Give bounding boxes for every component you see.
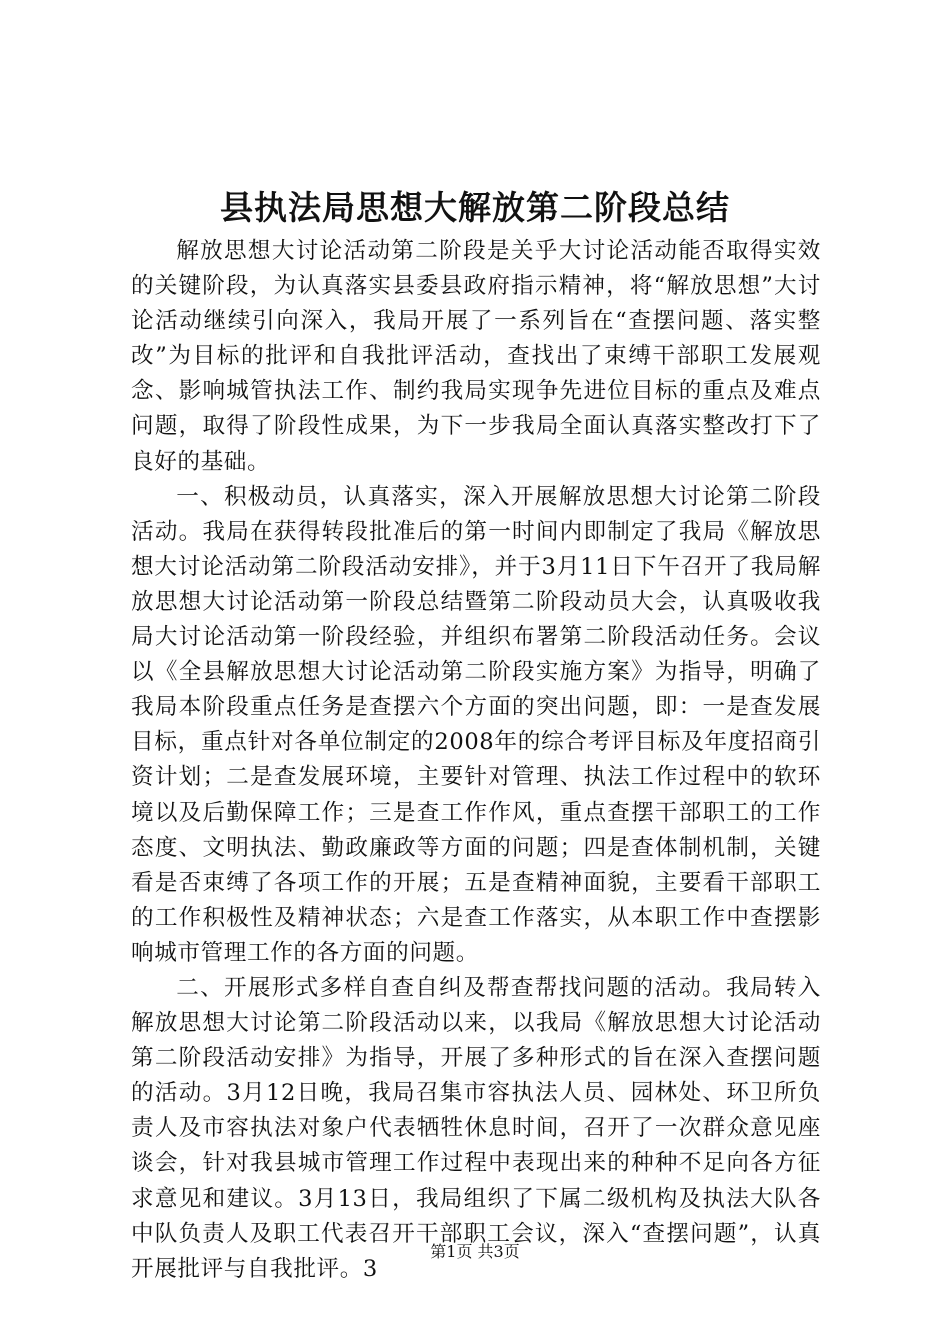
page-footer: 第1页 共3页	[430, 1242, 520, 1261]
document-title: 县执法局思想大解放第二阶段总结	[220, 188, 730, 227]
paragraph-section-two: 二、开展形式多样自查自纠及帮查帮找问题的活动。我局转入解放思想大讨论第二阶段活动以来，以我局《解放思想大讨论活动第二阶段活动安排》为指导，开展了多种形式的旨在深入查摆问题的活动。3月12日晚，我局召集市容执法人员、园林处、环卫所负责人及市容执法对象户代表牺牲休息时间，召开了一次群众意见座谈会，针对我县城市管理工作过程中表现出来的种种不足向各方征求意见和建议。3月13日，我局组织了下属二级机构及执法大队各中队负责人及职工代表召开干部职工会议，深入“查摆问题”，认真开展批评与自我批评。3	[131, 974, 821, 1282]
paragraph-intro: 解放思想大讨论活动第二阶段是关乎大讨论活动能否取得实效的关键阶段，为认真落实县委县政府指示精神，将“解放思想”大讨论活动继续引向深入，我局开展了一系列旨在“查摆问题、落实整改”为目标的批评和自我批评活动，查找出了束缚干部职工发展观念、影响城管执法工作、制约我局实现争先进位目标的重点及难点问题，取得了阶段性成果，为下一步我局全面认真落实整改打下了良好的基础。	[131, 238, 821, 475]
paragraph-section-one: 一、积极动员，认真落实，深入开展解放思想大讨论第二阶段活动。我局在获得转段批准后的第一时间内即制定了我局《解放思想大讨论活动第二阶段活动安排》，并于3月11日下午召开了我局解放思想大讨论活动第一阶段总结暨第二阶段动员大会，认真吸收我局大讨论活动第一阶段经验，并组织布署第二阶段活动任务。会议以《全县解放思想大讨论活动第二阶段实施方案》为指导，明确了我局本阶段重点任务是查摆六个方面的突出问题，即：一是查发展目标，重点针对各单位制定的2008年的综合考评目标及年度招商引资计划；二是查发展环境，主要针对管理、执法工作过程中的软环境以及后勤保障工作；三是查工作作风，重点查摆干部职工的工作态度、文明执法、勤政廉政等方面的问题；四是查体制机制，关键看是否束缚了各项工作的开展；五是查精神面貌，主要看干部职工的工作积极性及精神状态；六是查工作落实，从本职工作中查摆影响城市管理工作的各方面的问题。	[131, 483, 821, 966]
document-body	[131, 234, 821, 1287]
